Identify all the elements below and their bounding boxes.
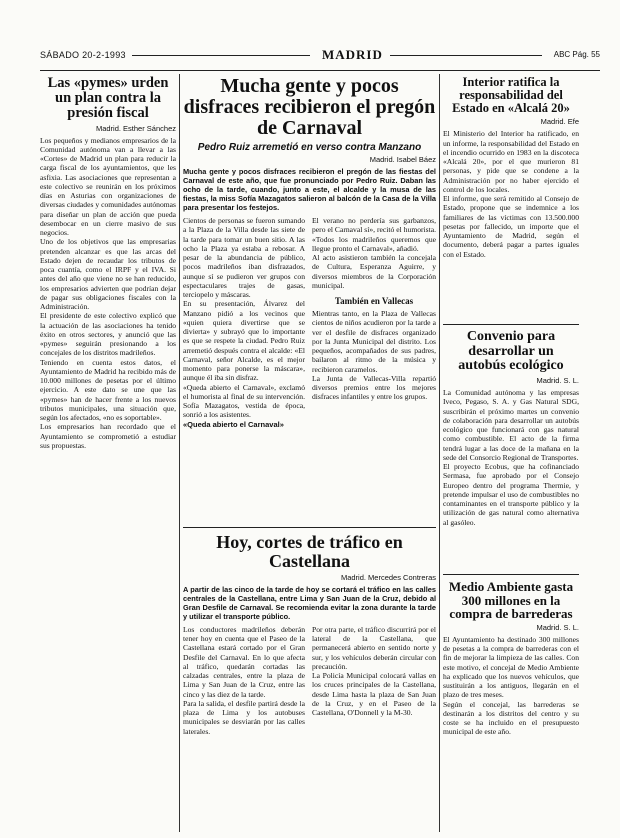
article-carnaval: [183, 76, 436, 526]
trafico-col-right: [312, 625, 436, 718]
column-divider: [179, 74, 180, 832]
section-divider: [443, 324, 579, 325]
article-body: El verano no perdería sus garbanzos, pero el Carnaval sí», recitó el humorista. «Todos los madrileños queremos que llegue pronto el Carnaval», añadió. Al acto asistieron también la concejala de Cultura, Esperanza Aguirre, y diversos miembros de la Corporación municipal.: [312, 216, 436, 290]
article-body: El Ayuntamiento ha destinado 300 millones de pesetas a la compra de barrederas con el fin de mejorar la limpieza de las calles. Con este motivo, el concejal de Medio Ambiente ha explicado que los nuevos vehículos, que sustituirán a los antiguos, llegarán en el plazo de tres meses. Según el concejal, las barrederas se destinarán a los distritos del centro y su coste se ha incluido en el presupuesto municipal de este año.: [443, 634, 579, 737]
article-headline: Interior ratifica la responsabilidad del Estado en «Alcalá 20»: [452, 76, 570, 116]
article-byline: Madrid. Esther Sánchez: [95, 123, 176, 133]
article-body: Por otra parte, el tráfico discurrirá por el lateral de la Castellana, que permanecerá abierto en sentido norte y sur, y los vehículos deberán circular con precaución. La Policía Municipal colocará vallas en los cruces principales de la Castellana, desde Lima hasta la plaza de San Juan de la Cruz, y en el Paseo de la Castellana, O'Donnell y la M-30.: [312, 624, 436, 718]
article-headline: Las «pymes» urden un plan contra la presión fiscal: [47, 76, 169, 122]
header-rule-right: [390, 55, 542, 56]
article-byline: Madrid. S. L.: [536, 376, 579, 386]
article-byline: Madrid. Isabel Báez: [369, 155, 436, 164]
box-body: Mientras tanto, en la Plaza de Vallecas cientos de niños acudieron por la tarde a ver el desfile de disfraces organizado por la Junta Municipal del distrito. Los pequeños, acompañados de sus padres, bailaron al ritmo de la música y recibieron caramelos. La Junta de Vallecas-Villa repartió diversos premios entre los mejores disfraces infantiles y entre los grupos.: [312, 309, 436, 402]
section-divider: [183, 527, 436, 528]
header-underline: [40, 70, 600, 71]
article-byline: Madrid. Mercedes Contreras: [340, 572, 436, 582]
article-pymes: [40, 76, 176, 834]
article-trafico: [183, 533, 436, 833]
article-body: Cientos de personas se fueron sumando a la Plaza de la Villa desde las siete de la tarde para tomar un buen sitio. A las ocho la Plaza ya estaba a rebosar. A pesar de la abundancia de público, pocos madrileños iban disfrazados, aunque sí se pudieron ver grupos con espectaculares trajes de gasas, terciopelo y máscaras. En su presentación, Álvarez del Manzano pidió a los vecinos que «quien quiera divertirse que se divierta» y subrayó que lo importante es que se respete la ciudad. Pedro Ruiz arremetió después contra el alcalde: «El Carnaval, señor Alcalde, es el mejor momento para ponerse la máscara», aunque él iba sin disfraz. «Queda abierto el Carnaval», exclamó el humorista al final de su intervención. Sofía Mazagatos, vestida de época, sonrió a los asistentes.: [183, 216, 305, 420]
article-body: Los pequeños y medianos empresarios de la Comunidad autónoma van a llevar a las «Cortes» de Madrid un plan para reducir la carga fiscal de los ayuntamientos, que les asfixia. Las asociaciones que representan a este colectivo se reunirán en los próximos días en Asturias con organizaciones de diversas ciudades y comunidades autónomas para diseñar un plan de acción que pueda desembocar en un cierre masivo de sus negocios. Uno de los objetivos que las empresarias pretenden alcanzar es que las arcas del Estado dejen de recaudar los tributos de poca cuantía, como el IRPF y el IVA. Si antes del año que viene no se han reducido, los empresarios advierten que podrían dejar de pagar sus obligaciones fiscales con la Administración. El presidente de este colectivo explicó que la actuación de las asociaciones ha tenido éxito en otros sectores, y anunció que las «pymes» seguirán presionando a los concejales de los distritos madrileños. Teniendo en cuenta estos datos, el Ayuntamiento de Madrid ha recibido más de 10.000 millones de pesetas por el último ejercicio. A este dato se une que las «pymes» han de hacer frente a los nuevos tributos municipales, una situación que, según los afectados, «no es soportable». Los empresarios han recordado que el Ayuntamiento se comprometió a estudiar sus propuestas.: [40, 135, 176, 450]
article-body: La Comunidad autónoma y las empresas Iveco, Pegaso, S. A. y Gas Natural SDG, suscribirán el próximo martes un convenio de colaboración para desarrollar un autobús ecológico que funcionará con gas natural como combustible. El acto de la firma tendrá lugar a las doce de la mañana en la sede del Consorcio Regional de Transportes. El proyecto Ecobus, que ha cofinanciado Sermasa, fue aprobado por el Consejo Europeo dentro del programa Thermie, y pretende impulsar el uso de combustibles no contaminantes en el transporte público y la utilización de gas natural como alternativa al gasóleo.: [443, 388, 579, 527]
article-byline: Madrid. Efe: [540, 117, 579, 127]
article-lead: A partir de las cinco de la tarde de hoy se cortará el tráfico en las calles centrales de la Castellana, entre Lima y San Juan de la Cruz, debido al Gran Desfile de Carnaval. Se recomienda evitar la zona durante la tarde y utilizar el transporte público.: [183, 584, 436, 621]
column-divider: [439, 74, 440, 832]
header-rule-left: [132, 55, 310, 56]
article-subtitle: Pedro Ruiz arremetió en verso contra Manzano: [197, 142, 422, 153]
article-headline: Convenio para desarrollar un autobús ecológico: [458, 330, 564, 374]
trafico-col-left: [183, 625, 305, 736]
pull-quote: «Queda abierto el Carnaval»: [183, 419, 284, 429]
carnaval-col-left: [183, 216, 305, 429]
article-headline: Hoy, cortes de tráfico en Castellana: [216, 533, 403, 571]
section-title: MADRID: [322, 47, 383, 62]
article-body: Los conductores madrileños deberán tener hoy en cuenta que el Paseo de la Castellana estará cortado por el Gran Desfile del Carnaval. En lo que afecta al tráfico, quedarán cortadas las calzadas centrales, entre la plaza de Lima y San Juan de la Cruz, entre las cinco y las diez de la tarde. Para la salida, el desfile partirá desde la plaza de Lima y los autobuses municipales se desviarán por las calles laterales.: [183, 624, 305, 736]
article-body: El Ministerio del Interior ha ratificado, en un informe, la responsabilidad del Estado en el incendio ocurrido en 1983 en la discoteca «Alcalá 20», por el que murieron 81 personas, y pide que se condene a la Administración por no haber ejercido el control de los locales. El informe, que será remitido al Consejo de Estado, propone que se indemnice a los familiares de las víctimas con 13.500.000 pesetas por fallecido, un importe que el Ayuntamiento de Madrid, según el documento, deberá pagar a partes iguales con el Estado.: [443, 129, 579, 259]
article-headline: Medio Ambiente gasta 300 millones en la compra de barrederas: [448, 580, 574, 622]
article-headline: Mucha gente y pocos disfraces recibieron el pregón de Carnaval: [183, 76, 436, 139]
article-alcala: [443, 76, 579, 321]
issue-date: SÁBADO 20-2-1993: [40, 50, 126, 60]
article-autobus: [443, 330, 579, 570]
section-divider: [443, 574, 579, 575]
article-medioambiente: [443, 580, 579, 833]
box-title: También en Vallecas: [334, 296, 414, 306]
article-byline: Madrid. S. L.: [536, 622, 579, 632]
page-header: [40, 47, 600, 63]
carnaval-col-right: [312, 216, 436, 402]
article-lead: Mucha gente y pocos disfraces recibieron el pregón de las fiestas del Carnaval de este año, que fue pronunciado por Pedro Ruiz. Daban las ocho de la tarde, cuando, junto a este, el alcalde y la musa de las fiestas, la miss Sofía Mazagatos salieron al balcón de la Casa de la Villa para presentar los festejos.: [183, 167, 436, 212]
page-number: ABC Pág. 55: [553, 50, 600, 59]
